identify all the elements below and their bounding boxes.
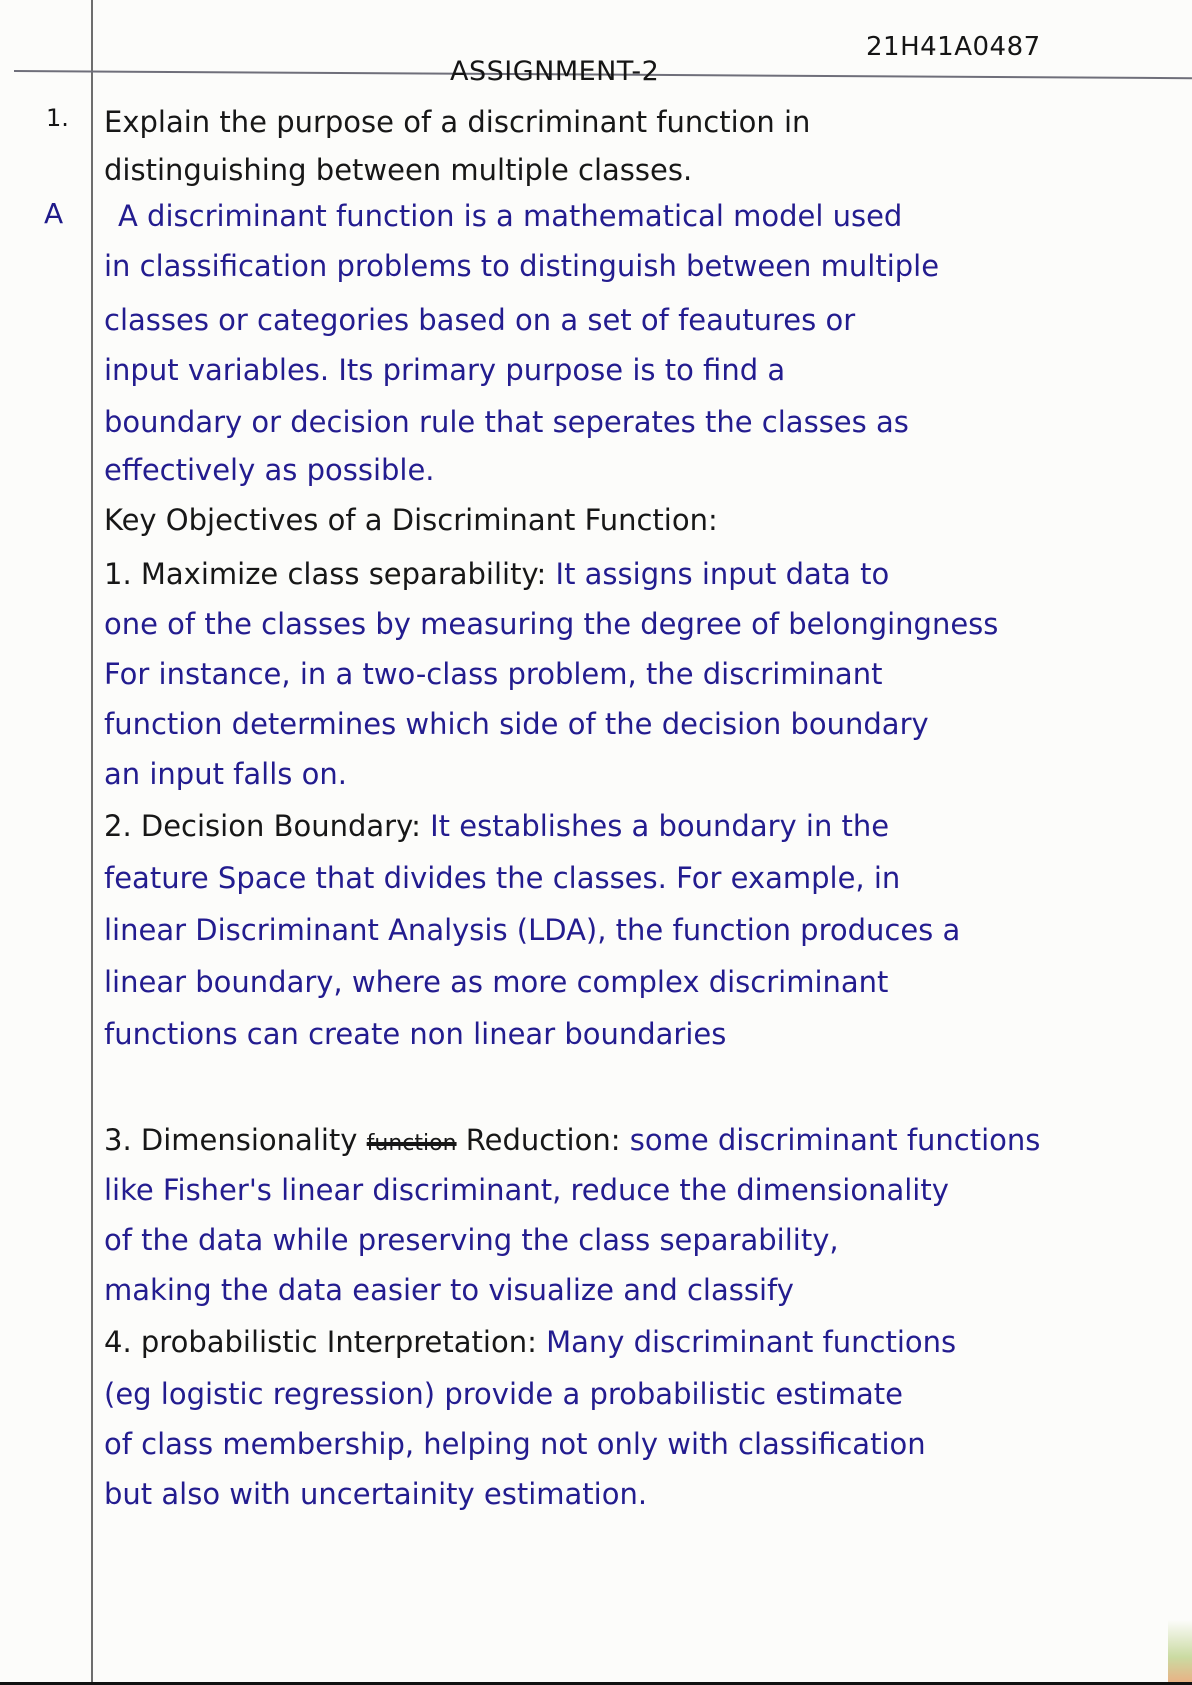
objective-1-heading: 1. Maximize class separability: [104, 557, 547, 591]
answer-line: input variables. Its primary purpose is to find a [104, 353, 786, 387]
answer-line: effectively as possible. [104, 453, 435, 487]
objective-4-heading: 4. probabilistic Interpretation: [104, 1325, 537, 1359]
objective-1-text: It assigns input data to [555, 557, 890, 591]
answer-line: in classification problems to distinguish between multiple [104, 249, 940, 283]
objective-3-text: some discriminant functions [629, 1123, 1041, 1157]
objective-2-line: functions can create non linear boundaries [104, 1017, 727, 1051]
objective-1-line: For instance, in a two-class problem, the discriminant [104, 657, 883, 691]
objective-2-line: feature Space that divides the classes. For example, in [104, 861, 901, 895]
objective-4-first-line [104, 1324, 956, 1360]
objective-2-line: linear Discriminant Analysis (LDA), the function produces a [104, 913, 961, 947]
answer-label: A [44, 197, 64, 230]
answer-line: classes or categories based on a set of feautures or [104, 303, 856, 337]
objective-2-text: It establishes a boundary in the [430, 809, 890, 843]
objective-2-first-line [104, 808, 889, 844]
objective-4-line: but also with uncertainity estimation. [104, 1477, 648, 1511]
objective-2-heading: 2. Decision Boundary: [104, 809, 421, 843]
objective-3-line: like Fisher's linear discriminant, reduce the dimensionality [104, 1173, 949, 1207]
objective-2-line: linear boundary, where as more complex discriminant [104, 965, 889, 999]
objective-4-text: Many discriminant functions [546, 1325, 957, 1359]
objective-3-line: making the data easier to visualize and classify [104, 1273, 794, 1307]
margin-line [91, 0, 93, 1685]
objective-1-line: one of the classes by measuring the degree of belongingness [104, 607, 999, 641]
objective-1-line: an input falls on. [104, 757, 347, 791]
objective-1-first-line [104, 556, 889, 592]
page-edge-smudge [1168, 1620, 1192, 1682]
answer-line: A discriminant function is a mathematical model used [118, 199, 903, 233]
page-title: ASSIGNMENT-2 [450, 56, 660, 87]
question-line: Explain the purpose of a discriminant function in [104, 105, 811, 139]
question-line: distinguishing between multiple classes. [104, 153, 693, 187]
roll-number: 21H41A0487 [866, 32, 1041, 62]
objectives-heading: Key Objectives of a Discriminant Function: [104, 503, 718, 537]
objective-1-line: function determines which side of the decision boundary [104, 707, 929, 741]
question-number: 1. [46, 104, 69, 132]
objective-4-line: of class membership, helping not only with classification [104, 1427, 926, 1461]
objective-4-line: (eg logistic regression) provide a probabilistic estimate [104, 1377, 903, 1411]
objective-3-heading: 3. Dimensionality [104, 1123, 358, 1157]
objective-3-first-line [104, 1122, 1040, 1162]
objective-3-heading-rest: Reduction: [465, 1123, 621, 1157]
answer-line: boundary or decision rule that seperates the classes as [104, 405, 909, 439]
struck-word: function [366, 1131, 457, 1156]
objective-3-line: of the data while preserving the class separability, [104, 1223, 839, 1257]
